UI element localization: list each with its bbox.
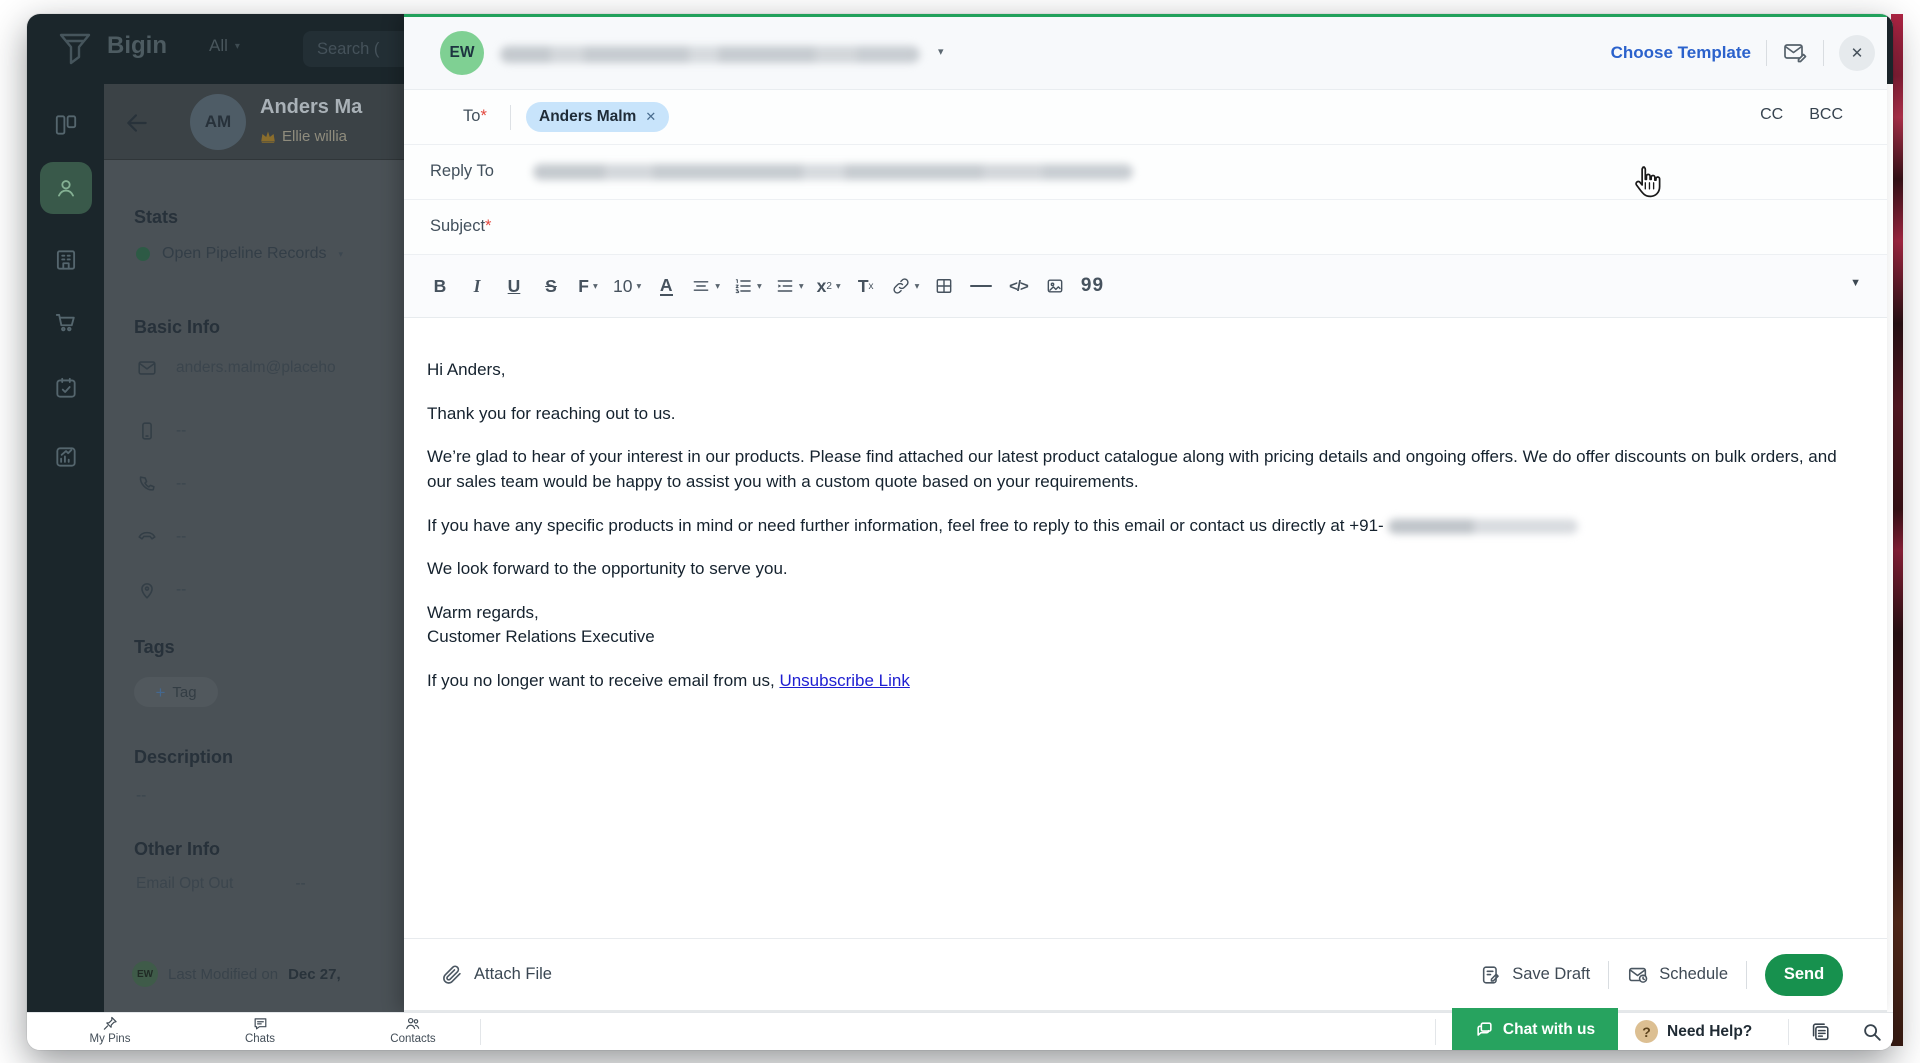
field-row-address: --: [136, 579, 186, 601]
divider: [1766, 40, 1767, 66]
body-paragraph: Thank you for reaching out to us.: [427, 403, 676, 423]
subject-row[interactable]: [404, 200, 1887, 255]
bottom-bar: [27, 1012, 1893, 1050]
other-info-heading: Other Info: [134, 839, 220, 859]
divider: [1823, 40, 1824, 66]
insert-image-button[interactable]: [1043, 269, 1067, 303]
pin-icon: [102, 1015, 119, 1032]
description-heading: Description: [134, 747, 234, 767]
signature-line: Customer Relations Executive: [427, 627, 655, 647]
contact-avatar: AM: [190, 94, 246, 150]
divider: [1788, 1019, 1789, 1045]
font-family-dropdown[interactable]: F ▾: [578, 275, 598, 296]
mail-icon: [136, 357, 158, 379]
blurred-phone-number: [1388, 519, 1578, 534]
field-row-mobile: --: [136, 420, 186, 442]
modifier-avatar: EW: [132, 961, 158, 987]
sender-avatar: EW: [440, 31, 484, 75]
reply-to-row[interactable]: [404, 145, 1887, 200]
crown-icon: [260, 130, 276, 144]
strikethrough-button[interactable]: S: [545, 275, 557, 296]
activities-icon[interactable]: [53, 375, 79, 401]
last-modified-row: EW Last Modified on Dec 27,: [132, 961, 341, 987]
phone-icon: [136, 473, 158, 495]
format-toolbar: [404, 255, 1887, 318]
compose-footer: [404, 938, 1887, 1010]
code-view-button[interactable]: </>: [1009, 277, 1028, 295]
divider: [1608, 961, 1609, 989]
divider: [480, 1019, 481, 1045]
chat-with-us-icon: [1475, 1020, 1494, 1039]
cc-button[interactable]: CC: [1760, 106, 1784, 123]
plus-icon: +: [155, 682, 166, 702]
divider: [1435, 1019, 1436, 1045]
to-row[interactable]: [404, 90, 1887, 145]
signature-line: Warm regards,: [427, 602, 539, 622]
contact-owner: Ellie willia: [260, 128, 347, 145]
field-row-email: anders.malm@placeho: [136, 357, 336, 379]
basic-info-heading: Basic Info: [134, 317, 221, 337]
field-row-home-phone: --: [136, 526, 186, 548]
clear-format-button[interactable]: T x: [857, 275, 874, 296]
email-body-editor[interactable]: [404, 318, 1887, 938]
need-help-button[interactable]: ? Need Help?: [1635, 1013, 1752, 1050]
body-paragraph: We look forward to the opportunity to serve you.: [427, 559, 788, 579]
to-label: To*: [463, 107, 487, 125]
tags-heading: Tags: [134, 637, 175, 657]
contact-name: Anders Ma: [260, 96, 363, 118]
font-color-button[interactable]: A: [659, 274, 673, 295]
search-input[interactable]: Search (: [303, 31, 573, 67]
back-arrow-icon[interactable]: [124, 110, 150, 136]
stats-heading: Stats: [134, 207, 179, 227]
tab-my-pins[interactable]: My Pins: [90, 1015, 131, 1045]
brand-title: Bigin: [107, 32, 167, 59]
blockquote-button[interactable]: 99: [1080, 275, 1105, 296]
more-tools-chevron-icon[interactable]: ▼: [1850, 277, 1861, 289]
compose-header: [404, 17, 1887, 90]
italic-button[interactable]: I: [473, 275, 481, 296]
body-paragraph: If you have any specific products in mind or need further information, feel free to reply to this email or contact us directly at +91-: [427, 514, 1845, 539]
chevron-down-icon[interactable]: ▾: [938, 46, 944, 58]
paperclip-icon: [440, 963, 463, 986]
blurred-from-email: [500, 46, 920, 63]
link-dropdown[interactable]: ▾: [891, 269, 920, 303]
bold-button[interactable]: B: [433, 275, 447, 296]
save-draft-button[interactable]: Save Draft: [1480, 964, 1590, 986]
description-value: --: [136, 787, 147, 804]
bigin-app-window: [27, 14, 1893, 1050]
contact-header: [104, 84, 404, 160]
contacts-module-active[interactable]: [40, 162, 92, 214]
attach-file-button[interactable]: Attach File: [440, 939, 552, 1010]
pipelines-icon[interactable]: [53, 112, 79, 138]
contact-detail-panel: [104, 84, 404, 1012]
email-opt-out-row: Email Opt Out --: [136, 875, 306, 892]
remove-recipient-icon[interactable]: ✕: [645, 109, 657, 124]
divider: [510, 105, 511, 130]
dashboard-icon[interactable]: [53, 444, 79, 470]
tab-contacts[interactable]: Contacts: [390, 1015, 435, 1045]
blurred-reply-email: [533, 164, 1133, 180]
subject-label: Subject*: [430, 217, 492, 235]
chat-with-us-button[interactable]: Chat with us: [1452, 1008, 1618, 1050]
contact-body: [104, 161, 404, 1012]
choose-template-link[interactable]: Choose Template: [1610, 43, 1751, 62]
status-dot: [136, 247, 150, 261]
chat-bubble-icon: [251, 1015, 268, 1032]
map-pin-icon: [136, 579, 158, 601]
bcc-button[interactable]: BCC: [1809, 106, 1843, 123]
sticky-notes-icon[interactable]: [1809, 1021, 1831, 1043]
unsubscribe-link[interactable]: Unsubscribe Link: [779, 671, 910, 691]
font-size-dropdown[interactable]: 10 ▾: [613, 275, 642, 296]
chevron-down-icon: ▾: [234, 40, 240, 52]
search-icon[interactable]: [1861, 1021, 1883, 1043]
products-cart-icon[interactable]: [53, 309, 79, 335]
chevron-down-icon: ▾: [338, 248, 344, 259]
ordered-list-dropdown[interactable]: ▾: [733, 269, 762, 303]
add-tag-button[interactable]: + Tag: [134, 677, 218, 707]
tab-chats[interactable]: Chats: [245, 1015, 275, 1045]
bigin-logo-icon: [53, 27, 97, 71]
schedule-icon: [1627, 964, 1649, 986]
stats-open-pipeline[interactable]: Open Pipeline Records ▾: [136, 245, 343, 263]
field-row-phone: --: [136, 473, 186, 495]
draft-icon: [1480, 964, 1502, 986]
recipient-chip[interactable]: Anders Malm ✕: [526, 102, 669, 132]
divider: [1746, 961, 1747, 989]
module-rail: [27, 84, 104, 1012]
person-icon: [53, 175, 79, 201]
indent-dropdown[interactable]: ▾: [775, 269, 804, 303]
unsubscribe-line: If you no longer want to receive email from us, Unsubscribe Link: [427, 671, 910, 691]
mobile-icon: [136, 420, 158, 442]
companies-icon[interactable]: [53, 247, 79, 273]
home-phone-icon: [136, 526, 158, 548]
body-greeting: Hi Anders,: [427, 360, 506, 379]
schedule-button[interactable]: Schedule: [1627, 964, 1728, 986]
align-dropdown[interactable]: ▾: [691, 269, 720, 303]
superscript-dropdown[interactable]: x 2 ▾: [816, 275, 841, 296]
horizontal-rule-button[interactable]: [969, 269, 993, 303]
send-button[interactable]: Send: [1765, 954, 1843, 996]
body-paragraph: We’re glad to hear of your interest in our products. Please find attached our latest product catalogue along with pricing details and ongoing offers. We do offer discounts on bulk orders, and our sales team would be happy to assist you with a custom quote based on your requirements.: [427, 447, 1837, 491]
underline-button[interactable]: U: [507, 275, 521, 296]
email-template-icon[interactable]: [1782, 40, 1808, 66]
close-icon[interactable]: ✕: [1839, 35, 1875, 71]
people-icon: [404, 1015, 421, 1032]
table-button[interactable]: [932, 269, 956, 303]
module-scope-dropdown[interactable]: All ▾: [209, 36, 240, 55]
question-icon: ?: [1635, 1020, 1658, 1043]
compose-email-modal: [404, 14, 1887, 1012]
reply-to-label: Reply To: [430, 162, 494, 180]
